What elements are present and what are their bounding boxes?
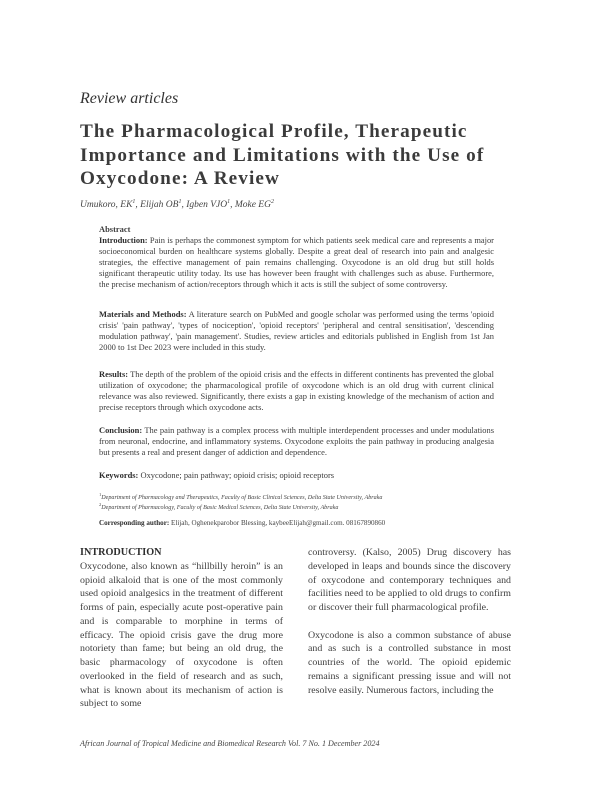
author-affiliation-marker: 1 <box>227 199 231 205</box>
abstract-conclusion <box>99 425 494 458</box>
keywords-text: Oxycodone; pain pathway; opioid crisis; opioid receptors <box>140 470 335 480</box>
affiliation-number: 2 <box>99 502 102 507</box>
abstract-introduction-label: Introduction: <box>99 235 148 245</box>
journal-footer: African Journal of Tropical Medicine and Biomedical Research Vol. 7 No. 1 December 2024 <box>80 739 380 748</box>
abstract-introduction <box>99 235 494 290</box>
keywords-label: Keywords: <box>99 470 139 480</box>
abstract-introduction-text: Pain is perhaps the commonest symptom for which patients seek medical care and represents a major socioeconomical burden on healthcare systems globally. Despite a great deal of research into pain and analgesic strategies, the effective management of pain remains challenging. Oxycodone is an old drug but still holds significant therapeutic utility today. Its use has however been fraught with challenges such as abuse. Furthermore, the precise mechanism of action/receptors through which it acts is still the subject of some controversy. <box>99 235 494 290</box>
author-affiliation-marker: 2 <box>270 199 274 205</box>
section-heading-introduction: INTRODUCTION <box>80 547 162 558</box>
paragraph-spacer <box>308 615 511 629</box>
corresponding-author <box>99 519 385 527</box>
abstract-methods <box>99 309 494 353</box>
author-list: Umukoro, $EK^1$, Elijah $OB^1$, Igben VJO$^1$, Moke $EG^2$ <box>80 199 274 211</box>
abstract-methods-label: Materials and Methods: <box>99 309 187 319</box>
abstract-methods-text: A literature search on PubMed and google scholar was performed using the terms 'opioid crisis' 'pain pathway', 'types of nociception', 'opioid receptors' 'peripheral and central sensitisation', 'descending modulation pathway', 'pain management'. Studies, review articles and editorials published in English from 1st Jan 2000 to 1st Dec 2023 were included in this study. <box>99 309 494 353</box>
article-title: The Pharmacological Profile, Therapeutic Importance and Limitations with the Use of Oxycodone: A Review <box>80 121 485 189</box>
corresponding-author-label: Corresponding author: <box>99 519 170 527</box>
abstract-results-label: Results: <box>99 369 129 379</box>
section-label: Review articles <box>80 90 179 107</box>
affiliation-number: 1 <box>99 492 102 497</box>
author-affiliation-marker: 1 <box>132 199 136 205</box>
abstract-conclusion-label: Conclusion: <box>99 425 143 435</box>
body-paragraph: Oxycodone, also known as “hillbilly heroin” is an opioid alkaloid that is one of the most commonly used opioid analgesics in the treatment of different forms of pain, especially acute post-operative pain and is comparable to morphine in terms of efficacy. The opioid crisis gave the drug more notoriety than fame; but being an old drug, the basic pharmacology of oxycodone is often overlooked in the field of research and as such, what is known about its mechanism of action is subject to some <box>80 560 283 710</box>
abstract-conclusion-text: The pain pathway is a complex process with multiple interdependent processes and under modulations from neuronal, endocrine, and inflammatory systems. Oxycodone exploits the pain pathway in producing analgesia but presents a real and present danger of addiction and dependence. <box>99 425 494 458</box>
author-name: Moke EG <box>234 200 271 211</box>
abstract-results-text: The depth of the problem of the opioid crisis and the effects in different continents has prevented the global utilization of oxycodone; the pharmacological profile of oxycodone which is an old drug with current clinical relevance was also reviewed. Significantly, there exists a gap in existing knowledge of the mechanism of action and precise receptors through which oxycodone acts. <box>99 369 494 413</box>
body-column-left <box>80 546 283 711</box>
corresponding-author-text: Elijah, Oghenekparobor Blessing, kaybeeElijah@gmail.com. 08167890860 <box>171 519 386 527</box>
author-affiliation-marker: 1 <box>178 199 182 205</box>
author-name: Elijah OB <box>140 200 179 211</box>
body-paragraph: Oxycodone is also a common substance of abuse and as such is a controlled substance in most countries of the world. The opioid epidemic remains a significant pressing issue and will not resolve easily. Numerous factors, including the <box>308 629 511 696</box>
affiliation-text: Department of Pharmacology and Therapeutics, Faculty of Basic Clinical Sciences, Delta State University, Abraka <box>101 495 383 502</box>
author-name: Igben VJO <box>186 200 228 211</box>
abstract-results <box>99 369 494 413</box>
author-name: Umukoro, EK <box>80 200 133 211</box>
abstract-keywords <box>99 470 494 481</box>
affiliation-2 <box>99 500 499 514</box>
body-column-right <box>308 546 511 697</box>
abstract-heading: Abstract <box>99 224 131 234</box>
body-paragraph: controversy. (Kalso, 2005) Drug discovery has developed in leaps and bounds since the discovery of oxycodone and contemporary techniques and facilities need to be applied to old drugs to confirm or discover their full pharmacological profile. <box>308 547 511 613</box>
affiliation-text: Department of Pharmacology, Faculty of Basic Medical Sciences, Delta State University, Abraka <box>101 505 339 512</box>
